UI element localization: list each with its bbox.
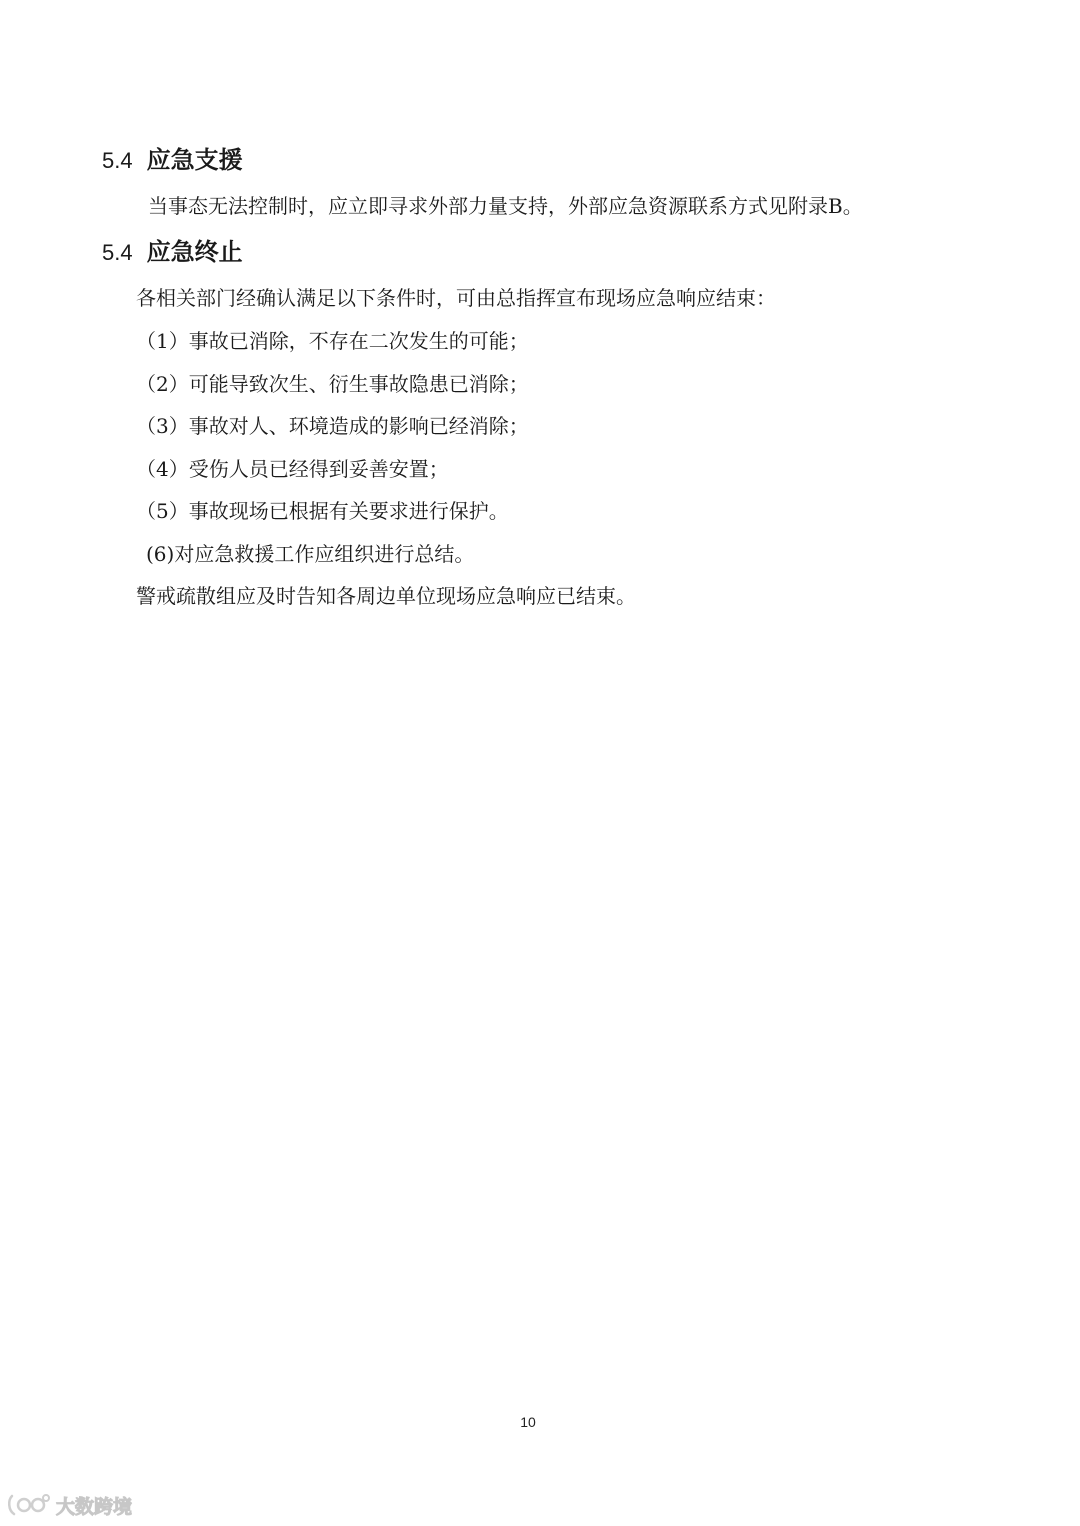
page-number: 10	[520, 1414, 536, 1430]
list-item: (6)对应急救援工作应组织进行总结。	[146, 542, 475, 566]
section-number: 5.4	[102, 240, 133, 265]
watermark	[6, 1490, 132, 1520]
list-item: （4）受伤人员已经得到妥善安置；	[136, 457, 449, 481]
watermark-text: 大数跨境	[56, 1495, 133, 1518]
list-item: （3）事故对人、环境造成的影响已经消除；	[136, 414, 529, 438]
section-heading-emergency-termination	[102, 234, 243, 270]
logo-icon	[6, 1492, 52, 1518]
section-title: 应急支援	[146, 146, 243, 174]
list-item: （2）可能导致次生、衍生事故隐患已消除；	[136, 372, 529, 396]
section-title: 应急终止	[146, 238, 243, 266]
list-item: （5）事故现场已根据有关要求进行保护。	[136, 499, 509, 523]
paragraph: 各相关部门经确认满足以下条件时，可由总指挥宣布现场应急响应结束：	[136, 286, 776, 310]
paragraph: 警戒疏散组应及时告知各周边单位现场应急响应已结束。	[136, 584, 636, 608]
section-heading-emergency-support	[102, 142, 243, 178]
section-number: 5.4	[102, 148, 133, 173]
paragraph: 当事态无法控制时，应立即寻求外部力量支持，外部应急资源联系方式见附录B。	[148, 194, 863, 218]
list-item: （1）事故已消除，不存在二次发生的可能；	[136, 329, 529, 353]
